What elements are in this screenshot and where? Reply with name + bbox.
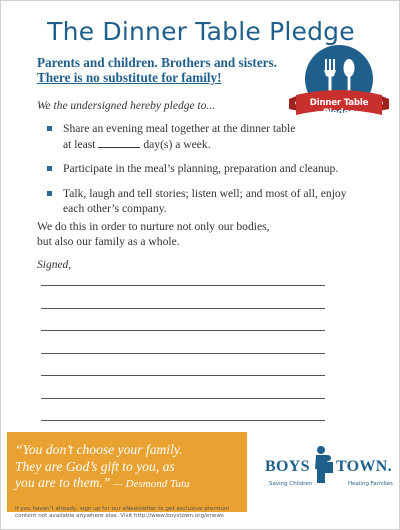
quote-line-1: “You don’t choose your family. xyxy=(15,442,183,457)
quote-author: — Desmond Tutu xyxy=(110,478,190,490)
subheading-line-2: There is no substitute for family! xyxy=(37,70,222,85)
signature-line[interactable] xyxy=(41,285,325,286)
badge-text xyxy=(297,99,381,118)
pledge-list xyxy=(47,121,357,226)
subheading xyxy=(37,55,287,85)
signed-label: Signed, xyxy=(37,259,72,271)
badge-text-line-2: Pledge xyxy=(322,107,355,118)
footnote xyxy=(15,506,265,520)
pledge-item-1-before-blank: at least xyxy=(63,137,96,151)
quote-text xyxy=(15,442,247,493)
signature-line[interactable] xyxy=(41,353,325,354)
pledge-intro: We the undersigned hereby pledge to... xyxy=(37,100,215,112)
signature-line[interactable] xyxy=(41,420,325,421)
pledge-item-3-line-1: Talk, laugh and tell stories; listen well; and most of all, enjoy xyxy=(63,186,347,200)
logo-word-left: BOYS xyxy=(265,458,310,475)
closing-line-2: but also our family as a whole. xyxy=(37,235,180,248)
signature-line[interactable] xyxy=(41,375,325,376)
footnote-line-2: content not available anywhere else. Visit http://www.boystown.org/enews xyxy=(15,513,224,519)
subheading-line-1: Parents and children. Brothers and sisters. xyxy=(37,55,277,70)
quote-line-3-text: you are to them.” xyxy=(15,475,111,490)
signature-lines xyxy=(41,285,325,443)
pledge-item xyxy=(47,161,357,177)
pledge-item xyxy=(47,186,357,217)
pledge-item-2-text: Participate in the meal’s planning, preparation and cleanup. xyxy=(63,162,339,175)
logo-tagline-right: Healing Families xyxy=(348,481,393,487)
logo-word-right: TOWN. xyxy=(336,458,392,475)
logo-tagline xyxy=(269,481,393,487)
footnote-line-1: If you haven’t already, sign up for our eNewsletter to get exclusive premium xyxy=(15,506,230,512)
signature-line[interactable] xyxy=(41,308,325,309)
logo-tagline-left: Saving Children xyxy=(269,481,313,487)
page-title: The Dinner Table Pledge xyxy=(47,17,355,46)
bullet-icon xyxy=(47,126,52,131)
boys-town-logo xyxy=(261,445,391,505)
closing-statement xyxy=(37,219,337,249)
badge-text-line-1: Dinner Table xyxy=(309,98,369,108)
quote-line-3 xyxy=(15,475,247,493)
boys-town-figure-icon xyxy=(313,445,335,485)
closing-line-1: We do this in order to nurture not only our bodies, xyxy=(37,220,270,233)
pledge-item xyxy=(47,121,357,152)
quote-line-2: They are God’s gift to you, as xyxy=(15,458,175,474)
bullet-icon xyxy=(47,166,52,171)
signature-line[interactable] xyxy=(41,330,325,331)
signature-line[interactable] xyxy=(41,398,325,399)
pledge-item-3-line-2: each other’s company. xyxy=(63,202,167,215)
bullet-icon xyxy=(47,191,52,196)
days-blank-field[interactable] xyxy=(98,137,140,148)
pledge-item-1-after-blank: day(s) a week. xyxy=(143,137,211,151)
pledge-item-1-line-1: Share an evening meal together at the dinner table xyxy=(63,122,296,135)
